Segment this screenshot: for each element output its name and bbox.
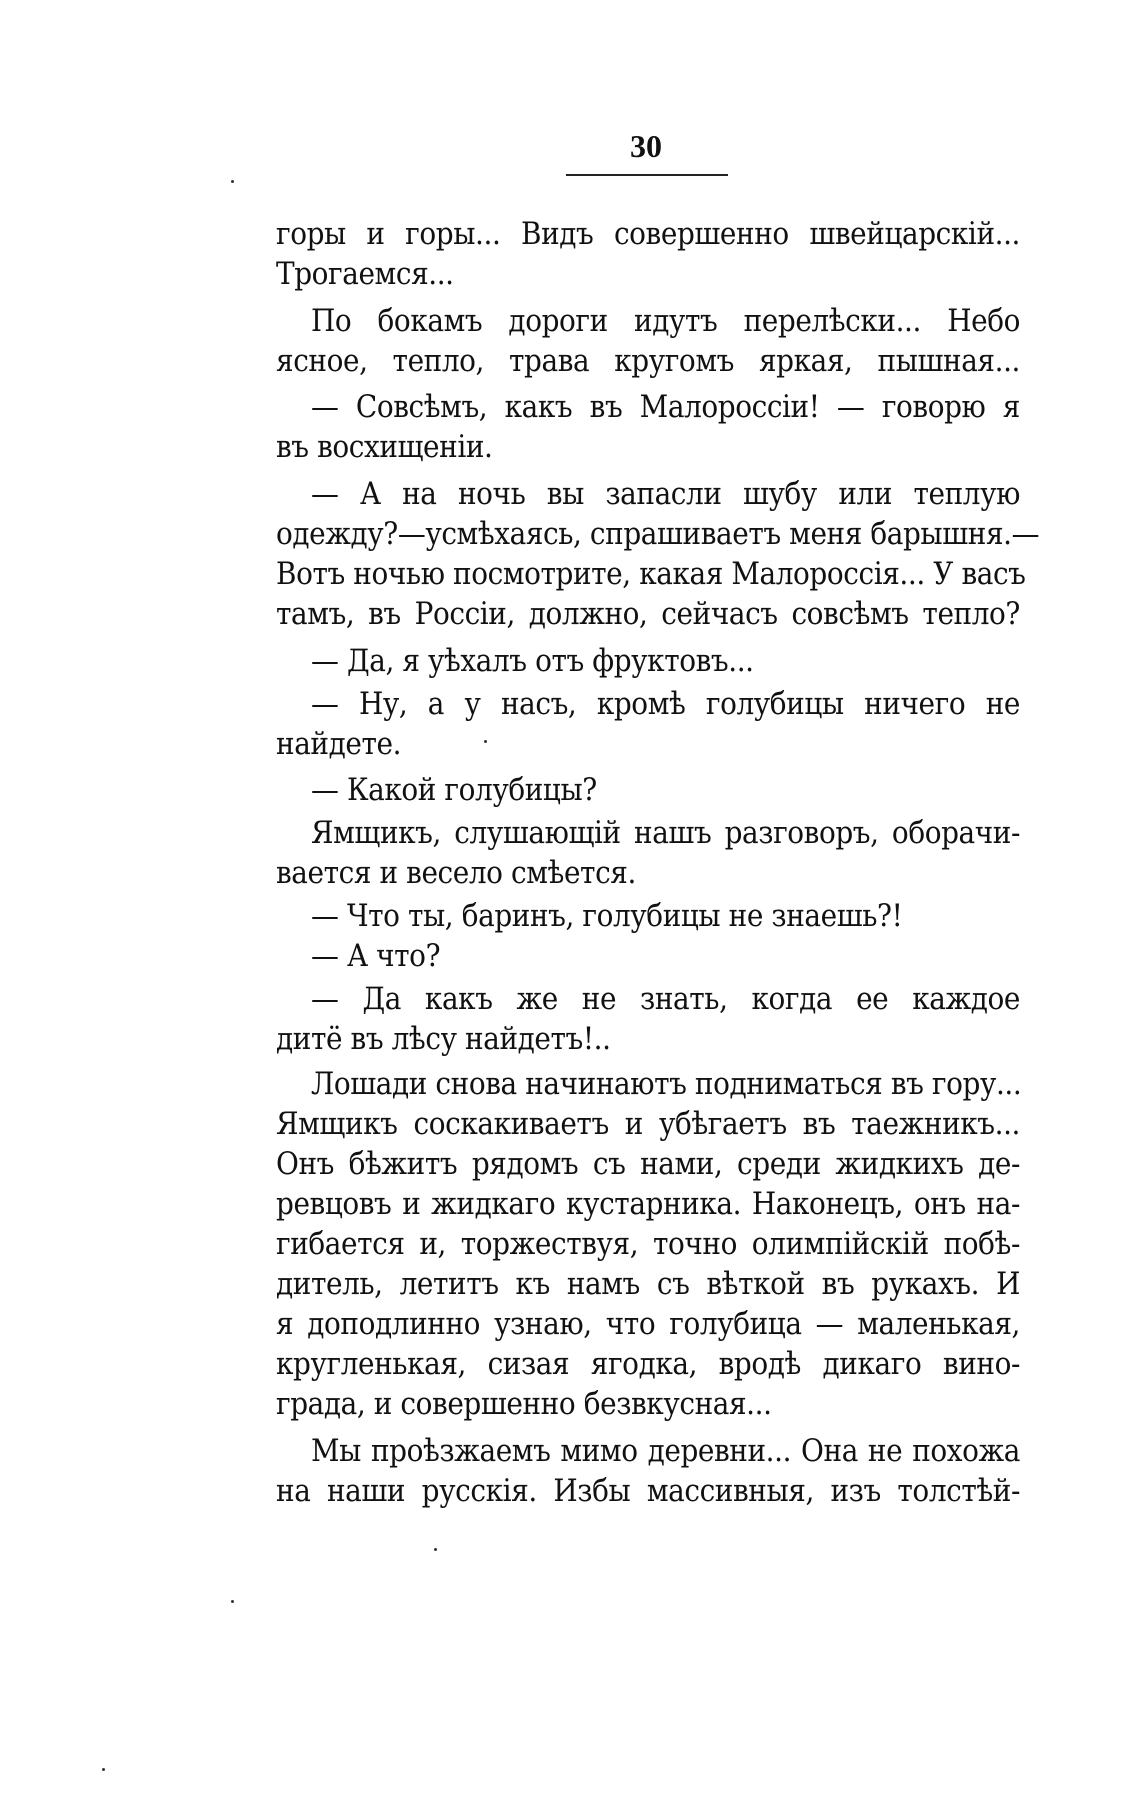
text-line: гибается и, торжествуя, точно олимпійскій побѣ- [276,1226,1020,1262]
scan-speck [231,1600,234,1603]
text-line: — А что? [311,938,441,974]
text-line: дитель, летитъ къ намъ съ вѣткой въ рукахъ. И [276,1266,1020,1302]
text-line: Мы проѣзжаемъ мимо деревни... Она не похожа [311,1433,1020,1469]
text-line: — Что ты, баринъ, голубицы не знаешь?! [311,898,903,934]
text-line: горы и горы... Видъ совершенно швейцарскій... [276,216,1020,252]
text-line: Трогаемся... [276,256,454,292]
text-line: — Да какъ же не знать, когда ее каждое [311,981,1020,1017]
scan-speck [231,180,234,183]
text-line: кругленькая, сизая ягодка, вродѣ дикаго вино- [276,1346,1020,1382]
text-line: ясное, тепло, трава кругомъ яркая, пышная... [276,343,1020,379]
text-line: въ восхищеніи. [276,429,493,465]
text-line: — А на ночь вы запасли шубу или теплую [311,476,1020,512]
text-line: По бокамъ дороги идутъ перелѣски... Небо [311,303,1020,339]
page-number-rule [566,174,728,176]
text-line: Вотъ ночью посмотрите, какая Малороссія... У васъ [276,556,1026,592]
text-line: — Совсѣмъ, какъ въ Малороссіи! — говорю я [311,389,1020,425]
scan-speck [102,1768,105,1771]
scan-speck [434,1548,437,1551]
text-line: на наши русскія. Избы массивныя, изъ толстѣй- [276,1473,1020,1509]
text-line: — Какой голубицы? [311,772,597,808]
text-line: града, и совершенно безвкусная... [276,1386,772,1422]
text-line: одежду?—усмѣхаясь, спрашиваетъ меня барышня.— [276,516,1040,552]
text-line: — Ну, а у насъ, кромѣ голубицы ничего не [311,686,1020,722]
text-line: ревцовъ и жидкаго кустарника. Наконецъ, онъ на- [276,1186,1020,1222]
scan-speck [484,740,487,743]
text-line: дитё въ лѣсу найдетъ!.. [276,1021,611,1057]
text-line: я доподлинно узнаю, что голубица — маленькая, [276,1306,1020,1342]
text-line: Ямщикъ соскакиваетъ и убѣгаетъ въ таежникъ... [276,1106,1020,1142]
text-line: Ямщикъ, слушающій нашъ разговоръ, оборачи- [311,815,1020,851]
text-line: вается и весело смѣется. [276,855,636,891]
text-line: тамъ, въ Россіи, должно, сейчасъ совсѣмъ тепло? [276,596,1020,632]
text-line: — Да, я уѣхалъ отъ фруктовъ... [311,643,754,679]
page-number: 30 [630,128,662,164]
text-line: Лошади снова начинаютъ подниматься въ гору... [311,1066,1022,1102]
text-line: Онъ бѣжитъ рядомъ съ нами, среди жидкихъ де- [276,1146,1020,1182]
text-line: найдете. [276,726,402,762]
